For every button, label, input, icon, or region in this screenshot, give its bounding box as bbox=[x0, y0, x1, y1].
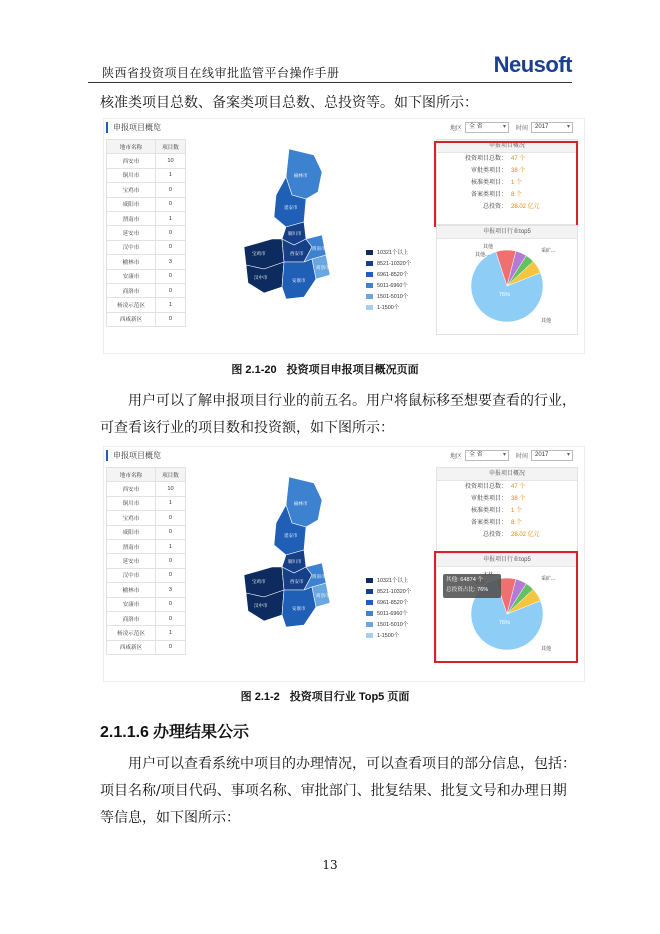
table-header: 项目数 bbox=[155, 468, 185, 482]
time-filter[interactable] bbox=[516, 450, 573, 461]
table-row[interactable] bbox=[107, 539, 186, 553]
summary-value: 8 个 bbox=[511, 192, 523, 198]
summary-label: 审批类项目： bbox=[470, 168, 507, 174]
map-legend bbox=[366, 575, 411, 641]
legend-item[interactable] bbox=[366, 586, 411, 597]
pie-title: 申报项目行业top5 bbox=[437, 554, 577, 567]
map-label: 铜川市 bbox=[288, 231, 302, 236]
legend-item[interactable] bbox=[366, 630, 411, 641]
legend-item[interactable] bbox=[366, 575, 411, 586]
city-count: 10 bbox=[155, 154, 185, 168]
legend-swatch bbox=[366, 261, 373, 266]
city-count: 0 bbox=[155, 269, 185, 283]
table-row[interactable] bbox=[107, 197, 186, 211]
pie-label: 其他 bbox=[483, 244, 494, 250]
legend-label: 10321个以上 bbox=[377, 249, 409, 256]
map-label: 汉中市 bbox=[254, 603, 268, 608]
summary-label: 备案类项目： bbox=[470, 520, 507, 526]
city-name: 汉中市 bbox=[107, 568, 156, 582]
map-legend bbox=[366, 247, 411, 313]
table-row[interactable] bbox=[107, 554, 186, 568]
summary-label: 总投资： bbox=[482, 532, 507, 538]
city-name: 渭南市 bbox=[107, 211, 156, 225]
table-row[interactable] bbox=[107, 611, 186, 625]
summary-label: 审批类项目： bbox=[470, 496, 507, 502]
city-count: 0 bbox=[155, 611, 185, 625]
province-map[interactable] bbox=[234, 475, 344, 655]
city-count: 0 bbox=[155, 226, 185, 240]
pie-title: 申报项目行业top5 bbox=[437, 226, 577, 239]
map-label: 渭南市 bbox=[312, 246, 326, 251]
map-label: 铜川市 bbox=[288, 559, 302, 564]
table-row[interactable] bbox=[107, 269, 186, 283]
map-label: 榆林市 bbox=[294, 173, 308, 178]
city-count: 0 bbox=[155, 240, 185, 254]
time-filter[interactable] bbox=[516, 122, 573, 133]
summary-row bbox=[437, 493, 577, 505]
panel-title: 申报项目概览 bbox=[106, 450, 161, 461]
legend-label: 5011-6960个 bbox=[377, 282, 408, 289]
table-row[interactable] bbox=[107, 183, 186, 197]
legend-swatch bbox=[366, 250, 373, 255]
city-count: 1 bbox=[155, 298, 185, 312]
table-row[interactable] bbox=[107, 597, 186, 611]
table-row[interactable] bbox=[107, 154, 186, 168]
city-count: 1 bbox=[155, 539, 185, 553]
table-row[interactable] bbox=[107, 312, 186, 326]
legend-swatch bbox=[366, 611, 373, 616]
summary-label: 核准类项目： bbox=[470, 508, 507, 514]
summary-value: 1 个 bbox=[511, 508, 523, 514]
summary-label: 备案类项目： bbox=[470, 192, 507, 198]
city-name: 咸阳市 bbox=[107, 525, 156, 539]
pie-box bbox=[436, 225, 578, 335]
region-select[interactable]: 全 省 ▾ bbox=[465, 122, 509, 133]
screenshot-top5 bbox=[103, 446, 585, 682]
city-count: 1 bbox=[155, 496, 185, 510]
legend-swatch bbox=[366, 294, 373, 299]
city-name: 咸阳市 bbox=[107, 197, 156, 211]
pie-percent-label: 76% bbox=[499, 620, 511, 626]
city-name: 渭南市 bbox=[107, 539, 156, 553]
table-header: 项目数 bbox=[155, 140, 185, 154]
table-row[interactable] bbox=[107, 583, 186, 597]
table-row[interactable] bbox=[107, 626, 186, 640]
legend-label: 10321个以上 bbox=[377, 577, 409, 584]
legend-label: 5011-6960个 bbox=[377, 610, 408, 617]
city-count: 3 bbox=[155, 583, 185, 597]
legend-label: 6961-8520个 bbox=[377, 271, 409, 278]
summary-title: 申报项目概况 bbox=[437, 468, 577, 481]
time-select[interactable]: 2017 ▾ bbox=[531, 450, 573, 461]
time-label: 时间 bbox=[516, 126, 529, 132]
intro-paragraph: 核准类项目总数、备案类项目总数、总投资等。如下图所示： bbox=[100, 95, 478, 111]
summary-value: 38 个 bbox=[511, 496, 526, 502]
table-row[interactable] bbox=[107, 496, 186, 510]
neusoft-logo: Neusoft bbox=[493, 52, 572, 77]
tooltip-line: 总投资占比: 76% bbox=[446, 587, 489, 593]
summary-row bbox=[437, 505, 577, 517]
summary-value: 28.02 亿元 bbox=[511, 204, 540, 210]
province-map[interactable] bbox=[234, 147, 344, 327]
map-label: 西安市 bbox=[290, 579, 304, 584]
legend-label: 1-1500个 bbox=[377, 304, 400, 311]
table-header: 地市名称 bbox=[107, 140, 156, 154]
legend-label: 1501-5010个 bbox=[377, 293, 409, 300]
summary-row bbox=[437, 481, 577, 493]
region-label: 地区 bbox=[450, 454, 463, 460]
region-filter[interactable] bbox=[450, 122, 509, 133]
city-name: 西安市 bbox=[107, 154, 156, 168]
summary-value: 47 个 bbox=[511, 484, 526, 490]
city-name: 延安市 bbox=[107, 226, 156, 240]
table-row[interactable] bbox=[107, 482, 186, 496]
city-count: 0 bbox=[155, 183, 185, 197]
table-row[interactable] bbox=[107, 255, 186, 269]
legend-swatch bbox=[366, 578, 373, 583]
city-count: 3 bbox=[155, 255, 185, 269]
summary-row bbox=[437, 529, 577, 541]
summary-value: 1 个 bbox=[511, 180, 523, 186]
city-name: 铜川市 bbox=[107, 168, 156, 182]
legend-swatch bbox=[366, 600, 373, 605]
map-label: 延安市 bbox=[284, 205, 298, 210]
map-label: 西安市 bbox=[290, 251, 304, 256]
map-label: 宝鸡市 bbox=[252, 251, 266, 256]
city-count: 0 bbox=[155, 554, 185, 568]
pie-label: 其他 bbox=[541, 318, 552, 324]
map-label: 延安市 bbox=[284, 533, 298, 538]
figure-caption-2 bbox=[0, 688, 660, 704]
region-select[interactable]: 全 省 ▾ bbox=[465, 450, 509, 461]
highlight-frame bbox=[434, 551, 578, 663]
city-count: 0 bbox=[155, 597, 185, 611]
map-label: 安康市 bbox=[292, 278, 306, 283]
pie-label: 采矿... bbox=[541, 248, 556, 254]
city-count: 10 bbox=[155, 482, 185, 496]
city-name: 杨凌示范区 bbox=[107, 626, 156, 640]
city-table bbox=[106, 139, 186, 327]
map-label: 商洛市 bbox=[316, 265, 330, 270]
legend-item[interactable] bbox=[366, 619, 411, 630]
legend-label: 1-1500个 bbox=[377, 632, 400, 639]
summary-value: 47 个 bbox=[511, 156, 526, 162]
summary-label: 核准类项目： bbox=[470, 180, 507, 186]
city-name: 铜川市 bbox=[107, 496, 156, 510]
legend-item[interactable] bbox=[366, 597, 411, 608]
map-label: 安康市 bbox=[292, 606, 306, 611]
pie-label: 其他... bbox=[475, 252, 490, 258]
map-label: 汉中市 bbox=[254, 275, 268, 280]
city-count: 0 bbox=[155, 640, 185, 654]
summary-value: 38 个 bbox=[511, 168, 526, 174]
legend-swatch bbox=[366, 305, 373, 310]
industry-pie-chart[interactable] bbox=[437, 238, 577, 334]
caption-number: 图 2.1-2 bbox=[240, 691, 280, 703]
figure-caption-1 bbox=[0, 361, 660, 377]
map-label: 宝鸡市 bbox=[252, 579, 266, 584]
paragraph-3: 用户可以查看系统中项目的办理情况，可以查看项目的部分信息，包括：项目名称/项目代码、事项名称、审批部门、批复结果、批复文号和办理日期等信息，如下图所示： bbox=[100, 756, 576, 826]
table-row[interactable] bbox=[107, 568, 186, 582]
city-table bbox=[106, 467, 186, 655]
pie-label: 采矿... bbox=[541, 576, 556, 582]
legend-item[interactable] bbox=[366, 269, 411, 280]
city-count: 0 bbox=[155, 312, 185, 326]
legend-item[interactable] bbox=[366, 247, 411, 258]
city-name: 延安市 bbox=[107, 554, 156, 568]
legend-label: 1501-5010个 bbox=[377, 621, 409, 628]
city-count: 1 bbox=[155, 168, 185, 182]
city-name: 榆林市 bbox=[107, 255, 156, 269]
summary-value: 28.02 亿元 bbox=[511, 532, 540, 538]
screenshot-overview bbox=[103, 118, 585, 354]
tooltip-line: 其他: 64874 个 bbox=[446, 577, 483, 583]
time-label: 时间 bbox=[516, 454, 529, 460]
legend-label: 6961-8520个 bbox=[377, 599, 409, 606]
legend-item[interactable] bbox=[366, 302, 411, 313]
city-name: 汉中市 bbox=[107, 240, 156, 254]
city-name: 西安市 bbox=[107, 482, 156, 496]
page-header bbox=[88, 52, 572, 83]
map-label: 渭南市 bbox=[312, 574, 326, 579]
summary-row bbox=[437, 517, 577, 529]
city-count: 0 bbox=[155, 568, 185, 582]
legend-item[interactable] bbox=[366, 280, 411, 291]
summary-value: 8 个 bbox=[511, 520, 523, 526]
table-row[interactable] bbox=[107, 298, 186, 312]
city-count: 0 bbox=[155, 525, 185, 539]
doc-title: 陕西省投资项目在线审批监管平台操作手册 bbox=[102, 66, 340, 80]
table-header: 地市名称 bbox=[107, 468, 156, 482]
map-label: 榆林市 bbox=[294, 501, 308, 506]
summary-label: 投资项目总数： bbox=[464, 156, 507, 162]
legend-item[interactable] bbox=[366, 608, 411, 619]
time-select[interactable]: 2017 ▾ bbox=[531, 122, 573, 133]
section-number: 2.1.1.6 bbox=[100, 724, 149, 741]
caption-title: 投资项目行业 Top5 页面 bbox=[289, 691, 410, 703]
legend-swatch bbox=[366, 589, 373, 594]
pie-percent-label: 76% bbox=[499, 292, 511, 298]
city-count: 0 bbox=[155, 283, 185, 297]
section-title: 办理结果公示 bbox=[152, 724, 249, 741]
caption-number: 图 2.1-20 bbox=[231, 364, 277, 376]
city-count: 1 bbox=[155, 211, 185, 225]
legend-swatch bbox=[366, 622, 373, 627]
summary-label: 总投资： bbox=[482, 204, 507, 210]
table-row[interactable] bbox=[107, 211, 186, 225]
table-row[interactable] bbox=[107, 640, 186, 654]
city-count: 0 bbox=[155, 197, 185, 211]
city-name: 榆林市 bbox=[107, 583, 156, 597]
legend-swatch bbox=[366, 633, 373, 638]
table-row[interactable] bbox=[107, 525, 186, 539]
city-name: 西咸新区 bbox=[107, 312, 156, 326]
city-name: 西咸新区 bbox=[107, 640, 156, 654]
region-label: 地区 bbox=[450, 126, 463, 132]
summary-label: 投资项目总数： bbox=[464, 484, 507, 490]
section-heading bbox=[100, 719, 253, 742]
city-count: 1 bbox=[155, 626, 185, 640]
legend-swatch bbox=[366, 272, 373, 277]
highlight-frame bbox=[434, 141, 578, 227]
table-row[interactable] bbox=[107, 240, 186, 254]
legend-label: 8521-10320个 bbox=[377, 260, 412, 267]
paragraph-2: 用户可以了解申报项目行业的前五名。用户将鼠标移至想要查看的行业，可查看该行业的项目数和投资额，如下图所示： bbox=[100, 393, 576, 436]
map-label: 商洛市 bbox=[316, 593, 330, 598]
city-name: 宝鸡市 bbox=[107, 183, 156, 197]
legend-label: 8521-10320个 bbox=[377, 588, 412, 595]
region-filter[interactable] bbox=[450, 450, 509, 461]
city-name: 杨凌示范区 bbox=[107, 298, 156, 312]
summary-box bbox=[436, 467, 578, 553]
table-row[interactable] bbox=[107, 168, 186, 182]
city-name: 商洛市 bbox=[107, 611, 156, 625]
city-name: 安康市 bbox=[107, 597, 156, 611]
city-name: 宝鸡市 bbox=[107, 511, 156, 525]
legend-item[interactable] bbox=[366, 258, 411, 269]
table-row[interactable] bbox=[107, 226, 186, 240]
city-name: 商洛市 bbox=[107, 283, 156, 297]
city-name: 安康市 bbox=[107, 269, 156, 283]
legend-item[interactable] bbox=[366, 291, 411, 302]
pie-label: 其他 bbox=[541, 646, 552, 652]
table-row[interactable] bbox=[107, 283, 186, 297]
table-row[interactable] bbox=[107, 511, 186, 525]
summary-title: 申报项目概况 bbox=[437, 140, 577, 153]
panel-title: 申报项目概览 bbox=[106, 122, 161, 133]
city-count: 0 bbox=[155, 511, 185, 525]
caption-title: 投资项目申报项目概况页面 bbox=[286, 364, 419, 376]
legend-swatch bbox=[366, 283, 373, 288]
page-number: 13 bbox=[322, 858, 338, 872]
